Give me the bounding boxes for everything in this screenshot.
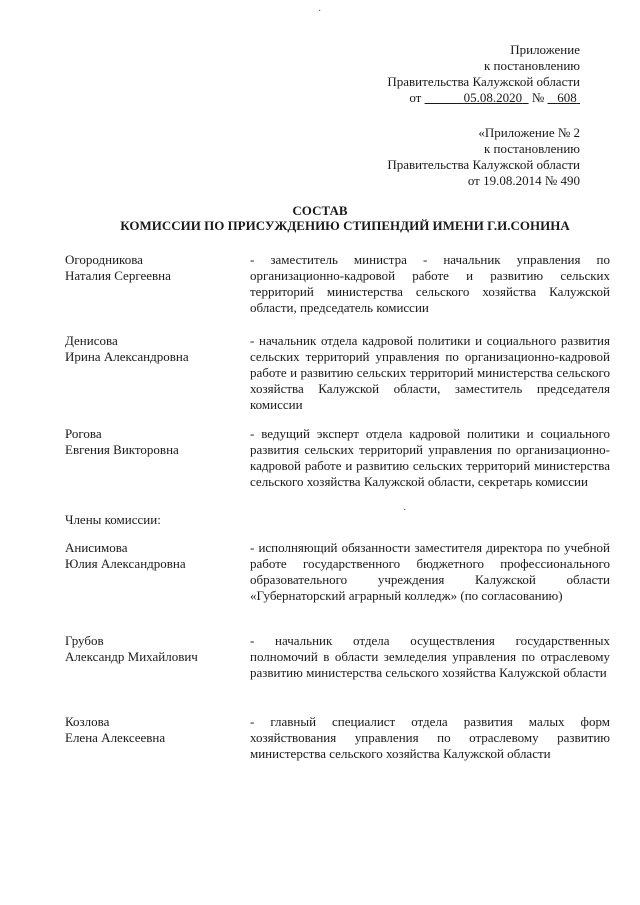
appendix-line-3: Правительства Калужской области bbox=[387, 74, 580, 89]
title-line-1: СОСТАВ bbox=[292, 203, 348, 218]
member-name bbox=[65, 252, 235, 284]
member-given-name: Елена Алексеевна bbox=[65, 730, 166, 745]
member-role: - исполняющий обязанности заместителя директора по учебной работе государственного бюджетного профессионального образовательного учреждения Калужской области «Губернаторский аграрный колледж» (по согласованию) bbox=[250, 540, 610, 603]
appendix-date-value: 05.08.2020 bbox=[463, 90, 523, 105]
member-name bbox=[65, 426, 235, 458]
member-surname: Анисимова bbox=[65, 540, 128, 555]
orig-line-2: к постановлению bbox=[483, 141, 580, 156]
member-role: - главный специалист отдела развития малых форм хозяйствования управления по отраслевому развитию министерства сельского хозяйства Калужской области bbox=[250, 714, 610, 761]
member-surname: Рогова bbox=[65, 426, 102, 441]
members-label: Члены комиссии: bbox=[65, 512, 161, 527]
scan-speck: · bbox=[403, 505, 407, 516]
member-given-name: Ирина Александровна bbox=[65, 349, 189, 364]
appendix-date bbox=[425, 90, 529, 105]
member-given-name: Наталия Сергеевна bbox=[65, 268, 171, 283]
member-given-name: Александр Михайлович bbox=[65, 649, 198, 664]
member-role: - ведущий эксперт отдела кадровой политики и социального развития сельских территорий управления по организационно-кадровой работе и развитию сельских территорий министерства сельского хозяйства Калужской области, секретарь комиссии bbox=[250, 426, 610, 489]
member-name bbox=[65, 333, 235, 365]
member-name bbox=[65, 633, 235, 665]
member-surname: Козлова bbox=[65, 714, 110, 729]
member-name bbox=[65, 714, 235, 746]
member-role: - начальник отдела кадровой политики и социального развития сельских территорий управления по организационно-кадровой работе и развитию сельских территорий министерства сельского хозяйства Калужской области, заместитель председателя комиссии bbox=[250, 333, 610, 412]
orig-line-1: «Приложение № 2 bbox=[478, 125, 580, 140]
member-role: - начальник отдела осуществления государственных полномочий в области земледелия управления по отраслевому развитию министерства сельского хозяйства Калужской области bbox=[250, 633, 610, 680]
appendix-number-value: 608 bbox=[557, 90, 577, 105]
member-name bbox=[65, 540, 235, 572]
appendix-from: от bbox=[409, 90, 422, 105]
title-line-2: КОМИССИИ ПО ПРИСУЖДЕНИЮ СТИПЕНДИЙ ИМЕНИ Г.И.СОНИНА bbox=[120, 218, 570, 233]
member-surname: Грубов bbox=[65, 633, 104, 648]
orig-line-4: от 19.08.2014 № 490 bbox=[467, 173, 580, 188]
appendix-num-sign: № bbox=[531, 90, 545, 105]
member-surname: Денисова bbox=[65, 333, 118, 348]
appendix-number bbox=[548, 90, 581, 105]
member-given-name: Юлия Александровна bbox=[65, 556, 186, 571]
scan-speck: · bbox=[318, 6, 322, 17]
appendix-line-1: Приложение bbox=[510, 42, 580, 57]
original-appendix-header bbox=[387, 125, 580, 189]
member-surname: Огородникова bbox=[65, 252, 143, 267]
appendix-line-2: к постановлению bbox=[483, 58, 580, 73]
member-role: - заместитель министра - начальник управления по организационно-кадровой работе и развитию сельских территорий министерства сельского хозяйства Калужской области, председатель комиссии bbox=[250, 252, 610, 315]
appendix-header bbox=[387, 42, 580, 106]
member-given-name: Евгения Викторовна bbox=[65, 442, 179, 457]
appendix-date-line bbox=[387, 90, 580, 106]
orig-line-3: Правительства Калужской области bbox=[387, 157, 580, 172]
document-title bbox=[0, 203, 640, 233]
